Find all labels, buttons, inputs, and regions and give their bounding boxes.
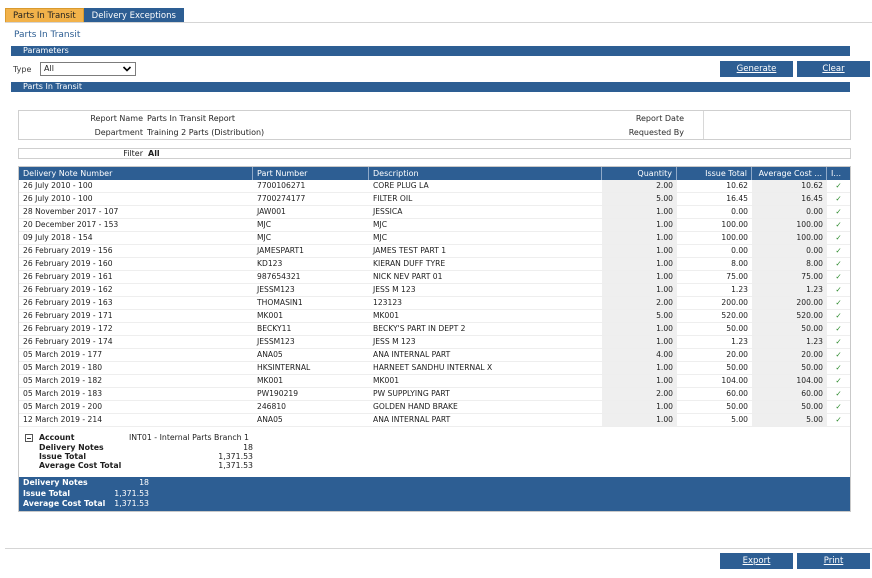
cell-delivery-note: 26 February 2019 - 172 xyxy=(23,324,113,333)
table-row[interactable] xyxy=(19,219,850,232)
cell-average-cost: 50.00 xyxy=(752,401,827,413)
cell-delivery-note: 26 February 2019 - 174 xyxy=(23,337,113,346)
cell-average-cost: 1.23 xyxy=(752,284,827,296)
cell-quantity: 1.00 xyxy=(602,245,677,257)
cell-quantity: 1.00 xyxy=(602,284,677,296)
cell-part-number: ANA05 xyxy=(257,350,283,359)
tab-bar xyxy=(5,8,184,23)
check-icon: ✓ xyxy=(835,298,842,307)
cell-average-cost: 75.00 xyxy=(752,271,827,283)
cell-delivery-note: 26 July 2010 - 100 xyxy=(23,194,93,203)
chevron-down-icon xyxy=(122,64,132,74)
check-icon: ✓ xyxy=(835,259,842,268)
cell-quantity: 1.00 xyxy=(602,336,677,348)
table-row[interactable] xyxy=(19,271,850,284)
cell-issue-total: 200.00 xyxy=(721,298,748,307)
table-row[interactable] xyxy=(19,232,850,245)
table-row[interactable] xyxy=(19,206,850,219)
cell-quantity: 5.00 xyxy=(602,193,677,205)
check-icon: ✓ xyxy=(835,181,842,190)
cell-average-cost: 16.45 xyxy=(752,193,827,205)
cell-quantity: 1.00 xyxy=(602,375,677,387)
total-delivery-notes-value: 18 xyxy=(139,478,149,487)
cell-delivery-note: 26 February 2019 - 163 xyxy=(23,298,113,307)
cell-part-number: HKSINTERNAL xyxy=(257,363,311,372)
tab-divider xyxy=(5,22,872,23)
cell-description: CORE PLUG LA xyxy=(373,181,429,190)
cell-delivery-note: 28 November 2017 - 107 xyxy=(23,207,119,216)
cell-average-cost: 50.00 xyxy=(752,362,827,374)
check-icon: ✓ xyxy=(835,194,842,203)
column-header-description[interactable]: Description xyxy=(369,167,602,180)
column-header-average-cost[interactable]: Average Cost ... xyxy=(752,167,827,180)
cell-average-cost: 1.23 xyxy=(752,336,827,348)
table-row[interactable] xyxy=(19,297,850,310)
cell-average-cost: 5.00 xyxy=(752,414,827,426)
group-delivery-notes-label: Delivery Notes xyxy=(39,443,104,452)
group-avg-cost-label: Average Cost Total xyxy=(39,461,122,470)
check-icon: ✓ xyxy=(835,389,842,398)
requested-by-label: Requested By xyxy=(628,128,684,137)
cell-issue-total: 0.00 xyxy=(731,246,748,255)
check-icon: ✓ xyxy=(835,337,842,346)
cell-delivery-note: 05 March 2019 - 180 xyxy=(23,363,103,372)
cell-delivery-note: 05 March 2019 - 183 xyxy=(23,389,103,398)
cell-description: JESSICA xyxy=(373,207,403,216)
cell-part-number: KD123 xyxy=(257,259,283,268)
check-icon: ✓ xyxy=(835,350,842,359)
table-row[interactable] xyxy=(19,310,850,323)
cell-delivery-note: 05 March 2019 - 200 xyxy=(23,402,103,411)
check-icon: ✓ xyxy=(835,311,842,320)
table-row[interactable] xyxy=(19,323,850,336)
group-issue-total-label: Issue Total xyxy=(39,452,87,461)
filter-value: All xyxy=(148,149,160,158)
cell-delivery-note: 26 July 2010 - 100 xyxy=(23,181,93,190)
group-delivery-notes-value: 18 xyxy=(243,443,253,452)
cell-part-number: MJC xyxy=(257,220,272,229)
cell-average-cost: 20.00 xyxy=(752,349,827,361)
cell-delivery-note: 05 March 2019 - 177 xyxy=(23,350,103,359)
cell-issue-total: 50.00 xyxy=(726,402,748,411)
cell-description: MK001 xyxy=(373,376,400,385)
type-select[interactable] xyxy=(40,62,136,76)
table-row[interactable] xyxy=(19,388,850,401)
table-row[interactable] xyxy=(19,180,850,193)
cell-quantity: 5.00 xyxy=(602,310,677,322)
cell-description: MK001 xyxy=(373,311,400,320)
column-header-internal[interactable]: I... xyxy=(831,169,841,178)
cell-description: MJC xyxy=(373,220,388,229)
report-info-panel xyxy=(18,110,851,140)
group-issue-total-value: 1,371.53 xyxy=(218,452,253,461)
check-icon: ✓ xyxy=(835,246,842,255)
cell-description: 123123 xyxy=(373,298,402,307)
cell-issue-total: 10.62 xyxy=(726,181,748,190)
cell-issue-total: 0.00 xyxy=(731,207,748,216)
cell-issue-total: 60.00 xyxy=(726,389,748,398)
cell-average-cost: 104.00 xyxy=(752,375,827,387)
cell-delivery-note: 26 February 2019 - 171 xyxy=(23,311,113,320)
cell-delivery-note: 09 July 2018 - 154 xyxy=(23,233,93,242)
info-divider xyxy=(703,111,704,139)
parameters-band: Parameters xyxy=(11,46,850,56)
cell-quantity: 1.00 xyxy=(602,401,677,413)
check-icon: ✓ xyxy=(835,402,842,411)
group-avg-cost-value: 1,371.53 xyxy=(218,461,253,470)
cell-part-number: BECKY11 xyxy=(257,324,292,333)
cell-delivery-note: 20 December 2017 - 153 xyxy=(23,220,119,229)
cell-description: JESS M 123 xyxy=(373,337,416,346)
tab-delivery-exceptions[interactable]: Delivery Exceptions xyxy=(84,8,184,23)
account-value: INT01 - Internal Parts Branch 1 xyxy=(129,433,249,442)
report-name-value: Parts In Transit Report xyxy=(147,114,236,123)
cell-delivery-note: 26 February 2019 - 161 xyxy=(23,272,113,281)
export-button[interactable]: Export xyxy=(720,553,793,569)
cell-quantity: 1.00 xyxy=(602,219,677,231)
collapse-toggle[interactable] xyxy=(25,434,33,442)
cell-quantity: 2.00 xyxy=(602,388,677,400)
grid-header xyxy=(19,167,850,180)
cell-average-cost: 50.00 xyxy=(752,323,827,335)
cell-issue-total: 50.00 xyxy=(726,324,748,333)
column-header-part-number[interactable]: Part Number xyxy=(253,167,369,180)
cell-description: KIERAN DUFF TYRE xyxy=(373,259,446,268)
cell-average-cost: 0.00 xyxy=(752,206,827,218)
cell-issue-total: 16.45 xyxy=(726,194,748,203)
cell-issue-total: 1.23 xyxy=(731,337,748,346)
cell-description: HARNEET SANDHU INTERNAL X xyxy=(373,363,493,372)
check-icon: ✓ xyxy=(835,415,842,424)
total-avg-cost-label: Average Cost Total xyxy=(23,499,106,508)
cell-quantity: 2.00 xyxy=(602,297,677,309)
cell-quantity: 1.00 xyxy=(602,206,677,218)
cell-description: ANA INTERNAL PART xyxy=(373,350,451,359)
cell-delivery-note: 05 March 2019 - 182 xyxy=(23,376,103,385)
cell-issue-total: 20.00 xyxy=(726,350,748,359)
table-row[interactable] xyxy=(19,401,850,414)
cell-part-number: JAMESPART1 xyxy=(257,246,304,255)
cell-quantity: 1.00 xyxy=(602,414,677,426)
cell-description: BECKY'S PART IN DEPT 2 xyxy=(373,324,466,333)
cell-delivery-note: 26 February 2019 - 160 xyxy=(23,259,113,268)
check-icon: ✓ xyxy=(835,376,842,385)
cell-part-number: MK001 xyxy=(257,311,284,320)
column-header-issue-total[interactable]: Issue Total xyxy=(677,167,752,180)
account-label: Account xyxy=(39,433,75,442)
cell-part-number: 987654321 xyxy=(257,272,301,281)
page-title: Parts In Transit xyxy=(14,30,81,40)
type-label: Type xyxy=(13,65,32,74)
check-icon: ✓ xyxy=(835,272,842,281)
account-group-summary xyxy=(19,431,850,473)
cell-average-cost: 200.00 xyxy=(752,297,827,309)
table-row[interactable] xyxy=(19,284,850,297)
cell-quantity: 1.00 xyxy=(602,323,677,335)
cell-delivery-note: 26 February 2019 - 162 xyxy=(23,285,113,294)
tab-parts-in-transit[interactable]: Parts In Transit xyxy=(5,8,84,23)
cell-part-number: ANA05 xyxy=(257,415,283,424)
check-icon: ✓ xyxy=(835,207,842,216)
table-row[interactable] xyxy=(19,193,850,206)
cell-issue-total: 104.00 xyxy=(721,376,748,385)
cell-issue-total: 1.23 xyxy=(731,285,748,294)
cell-description: NICK NEV PART 01 xyxy=(373,272,443,281)
cell-part-number: MJC xyxy=(257,233,272,242)
check-icon: ✓ xyxy=(835,324,842,333)
cell-part-number: JAW001 xyxy=(257,207,286,216)
cell-quantity: 2.00 xyxy=(602,180,677,192)
cell-delivery-note: 26 February 2019 - 156 xyxy=(23,246,113,255)
cell-description: PW SUPPLYING PART xyxy=(373,389,450,398)
cell-part-number: MK001 xyxy=(257,376,284,385)
cell-description: JESS M 123 xyxy=(373,285,416,294)
filter-bar xyxy=(18,148,851,159)
cell-average-cost: 8.00 xyxy=(752,258,827,270)
report-band: Parts In Transit xyxy=(11,82,850,92)
table-row[interactable] xyxy=(19,258,850,271)
cell-part-number: JESSM123 xyxy=(257,337,295,346)
filter-label: Filter xyxy=(123,149,143,158)
cell-average-cost: 100.00 xyxy=(752,219,827,231)
cell-average-cost: 60.00 xyxy=(752,388,827,400)
check-icon: ✓ xyxy=(835,233,842,242)
print-button[interactable]: Print xyxy=(797,553,870,569)
department-value: Training 2 Parts (Distribution) xyxy=(147,128,265,137)
cell-average-cost: 100.00 xyxy=(752,232,827,244)
cell-average-cost: 0.00 xyxy=(752,245,827,257)
cell-description: MJC xyxy=(373,233,388,242)
cell-description: JAMES TEST PART 1 xyxy=(373,246,447,255)
cell-part-number: 7700106271 xyxy=(257,181,306,190)
column-header-delivery-note[interactable]: Delivery Note Number xyxy=(19,167,253,180)
cell-issue-total: 50.00 xyxy=(726,363,748,372)
total-issue-total-value: 1,371.53 xyxy=(114,489,149,498)
cell-issue-total: 520.00 xyxy=(721,311,748,320)
grand-total-footer xyxy=(19,477,850,511)
cell-part-number: THOMASIN1 xyxy=(257,298,303,307)
department-label: Department xyxy=(94,128,143,137)
cell-average-cost: 520.00 xyxy=(752,310,827,322)
cell-issue-total: 100.00 xyxy=(721,233,748,242)
parts-grid xyxy=(18,166,851,512)
table-row[interactable] xyxy=(19,336,850,349)
cell-issue-total: 8.00 xyxy=(731,259,748,268)
clear-button[interactable]: Clear xyxy=(797,61,870,77)
table-row[interactable] xyxy=(19,414,850,427)
generate-button[interactable]: Generate xyxy=(720,61,793,77)
cell-part-number: 246810 xyxy=(257,402,286,411)
cell-description: ANA INTERNAL PART xyxy=(373,415,451,424)
cell-part-number: 7700274177 xyxy=(257,194,306,203)
cell-average-cost: 10.62 xyxy=(752,180,827,192)
table-row[interactable] xyxy=(19,375,850,388)
check-icon: ✓ xyxy=(835,363,842,372)
total-delivery-notes-label: Delivery Notes xyxy=(23,478,88,487)
column-header-quantity[interactable]: Quantity xyxy=(602,167,677,180)
table-row[interactable] xyxy=(19,349,850,362)
cell-quantity: 1.00 xyxy=(602,362,677,374)
footer-divider xyxy=(5,548,872,549)
cell-quantity: 1.00 xyxy=(602,258,677,270)
cell-quantity: 1.00 xyxy=(602,271,677,283)
cell-issue-total: 100.00 xyxy=(721,220,748,229)
cell-issue-total: 75.00 xyxy=(726,272,748,281)
cell-delivery-note: 12 March 2019 - 214 xyxy=(23,415,103,424)
cell-part-number: PW190219 xyxy=(257,389,299,398)
report-name-label: Report Name xyxy=(90,114,143,123)
check-icon: ✓ xyxy=(835,285,842,294)
table-row[interactable] xyxy=(19,362,850,375)
cell-quantity: 1.00 xyxy=(602,232,677,244)
total-avg-cost-value: 1,371.53 xyxy=(114,499,149,508)
type-select-value: All xyxy=(44,64,54,73)
cell-issue-total: 5.00 xyxy=(731,415,748,424)
report-date-label: Report Date xyxy=(635,114,684,123)
check-icon: ✓ xyxy=(835,220,842,229)
table-row[interactable] xyxy=(19,245,850,258)
cell-description: FILTER OIL xyxy=(373,194,413,203)
cell-description: GOLDEN HAND BRAKE xyxy=(373,402,458,411)
cell-quantity: 4.00 xyxy=(602,349,677,361)
cell-part-number: JESSM123 xyxy=(257,285,295,294)
total-issue-total-label: Issue Total xyxy=(23,489,71,498)
